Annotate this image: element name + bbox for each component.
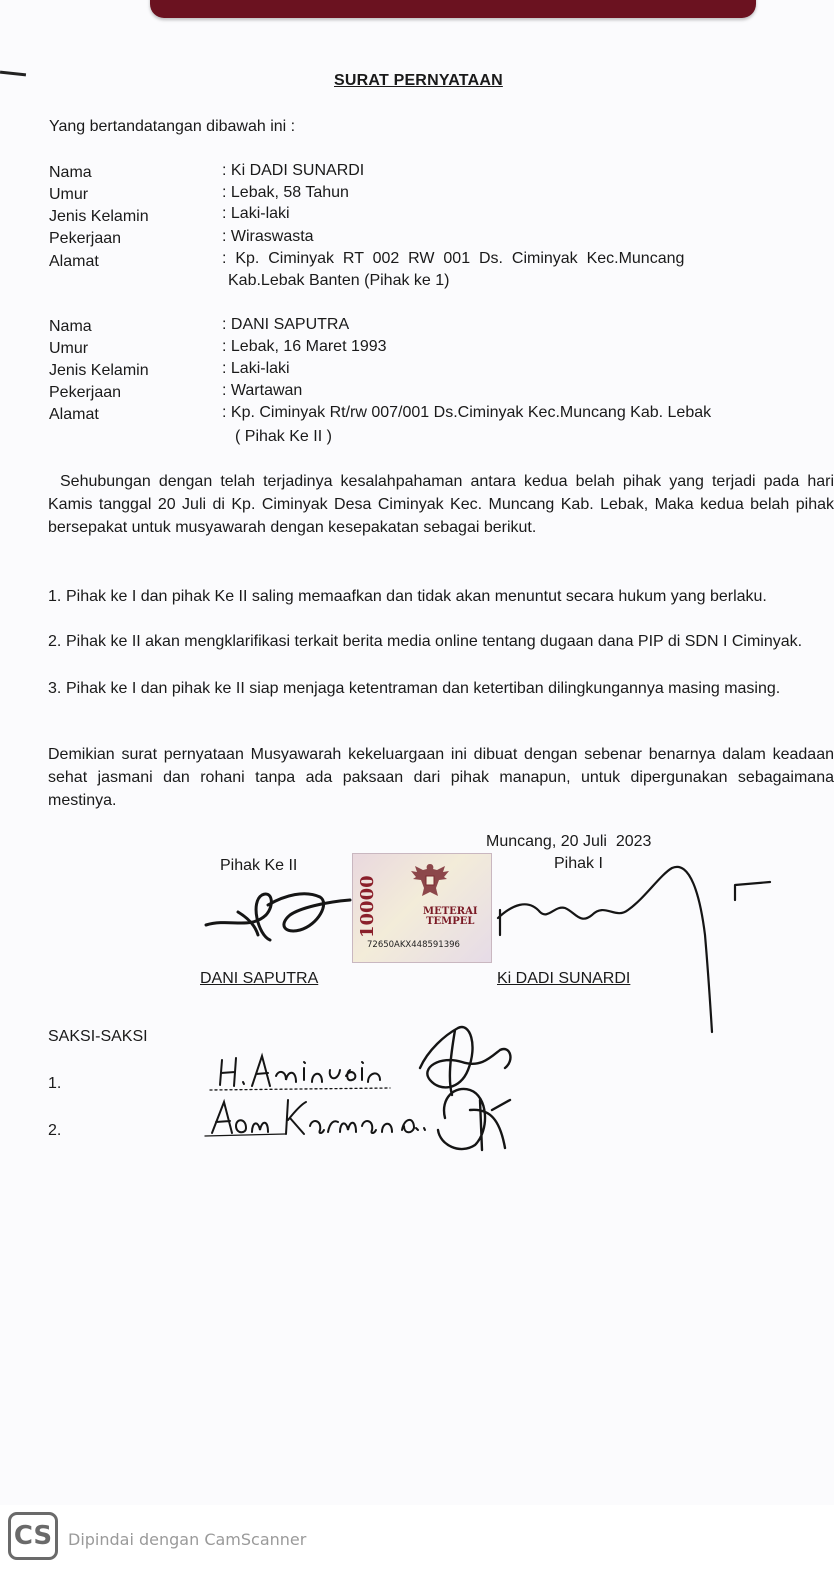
agreement-paragraph: Sehubungan dengan telah terjadinya kesalahpahaman antara kedua belah pihak yang terjadi pada hari Kamis tanggal 20 Juli di Kp. Ciminyak Desa Ciminyak Kec. Muncang Kab. Lebak, Maka kedua belah pihak bersepakat untuk musyawarah dengan kesepakatan sebagai berikut. [48,473,834,536]
camscanner-logo-icon: CS [8,1512,58,1560]
party2-gender-value: : Laki-laki [222,360,290,377]
party1-umur-label: Umur [49,186,89,203]
left-party-role: Pihak Ke II [220,857,298,874]
meterai-stamp [352,853,492,963]
garuda-emblem-icon [405,858,455,902]
right-party-role: Pihak I [554,855,603,872]
party2-nama-label: Nama [49,318,92,335]
camscanner-text: Dipindai dengan CamScanner [68,1530,307,1549]
point-number: 2. [48,633,62,650]
closing-paragraph: Demikian surat pernyataan Musyawarah kekeluargaan ini dibuat dengan sebenar benarnya dalam keadaan sehat jasmani dan rohani tanpa ada paksaan dari pihak manapun, untuk dipergunakan sebagaimana mestinya. [48,746,834,809]
stamp-label-line2: TEMPEL [426,916,475,927]
signature-dadi-sunardi [498,867,770,1032]
witness-1-number: 1. [48,1075,62,1092]
party1-nama-label: Nama [49,164,92,181]
folder-edge [150,0,756,18]
party2-gender-label: Jenis Kelamin [49,362,149,379]
stamp-value: 10000 [357,875,378,939]
right-party-name: Ki DADI SUNARDI [497,970,631,987]
stamp-serial: 72650AKX448591396 [367,940,460,950]
party2-job-value: : Wartawan [222,382,303,399]
party1-job-value: : Wiraswasta [222,228,314,245]
witness-2-signature [438,1089,510,1150]
witness-2-handwritten-name [205,1100,425,1136]
intro-text: Yang bertandatangan dibawah ini : [49,118,296,135]
witnesses-heading: SAKSI-SAKSI [48,1028,148,1045]
witness-2-number: 2. [48,1122,62,1139]
party1-gender-label: Jenis Kelamin [49,208,149,225]
party2-address-line2: ( Pihak Ke II ) [235,428,332,445]
party1-nama-value: : Ki DADI SUNARDI [222,162,365,179]
party1-address-label: Alamat [49,253,99,270]
camscanner-watermark [0,1505,834,1575]
party2-umur-label: Umur [49,340,89,357]
witness-1-handwritten-name [210,1056,390,1090]
point-text: Pihak ke I dan pihak Ke II saling memaafkan dan tidak akan menuntut secara hukum yang berlaku. [66,588,767,605]
stamp-label [423,907,478,927]
party1-umur-value: : Lebak, 58 Tahun [222,184,349,201]
party1-job-label: Pekerjaan [49,230,122,247]
party2-nama-value: : DANI SAPUTRA [222,316,350,333]
party1-address-line1: : Kp. Ciminyak RT 002 RW 001 Ds. Ciminyak Kec.Muncang [222,250,685,267]
party1-address-line2: Kab.Lebak Banten (Pihak ke 1) [228,272,450,289]
document-title: SURAT PERNYATAAN [334,72,503,89]
left-party-name: DANI SAPUTRA [200,970,319,987]
party2-address-label: Alamat [49,406,99,423]
stamp-label-line1: METERAI [423,906,478,917]
point-number: 3. [48,680,62,697]
signature-dani-saputra [206,894,350,940]
corner-mark [0,71,26,77]
witness-1-signature [420,1027,510,1095]
party2-umur-value: : Lebak, 16 Maret 1993 [222,338,387,355]
place-date: Muncang, 20 Juli 2023 [486,833,652,850]
point-text: Pihak ke I dan pihak ke II siap menjaga ketentraman dan ketertiban dilingkungannya masing masing. [66,680,781,697]
party2-job-label: Pekerjaan [49,384,122,401]
party1-gender-value: : Laki-laki [222,205,290,222]
point-number: 1. [48,588,62,605]
party2-address-line1: : Kp. Ciminyak Rt/rw 007/001 Ds.Ciminyak Kec.Muncang Kab. Lebak [222,404,712,421]
point-text: Pihak ke II akan mengklarifikasi terkait berita media online tentang dugaan dana PIP di SDN I Ciminyak. [66,633,803,650]
